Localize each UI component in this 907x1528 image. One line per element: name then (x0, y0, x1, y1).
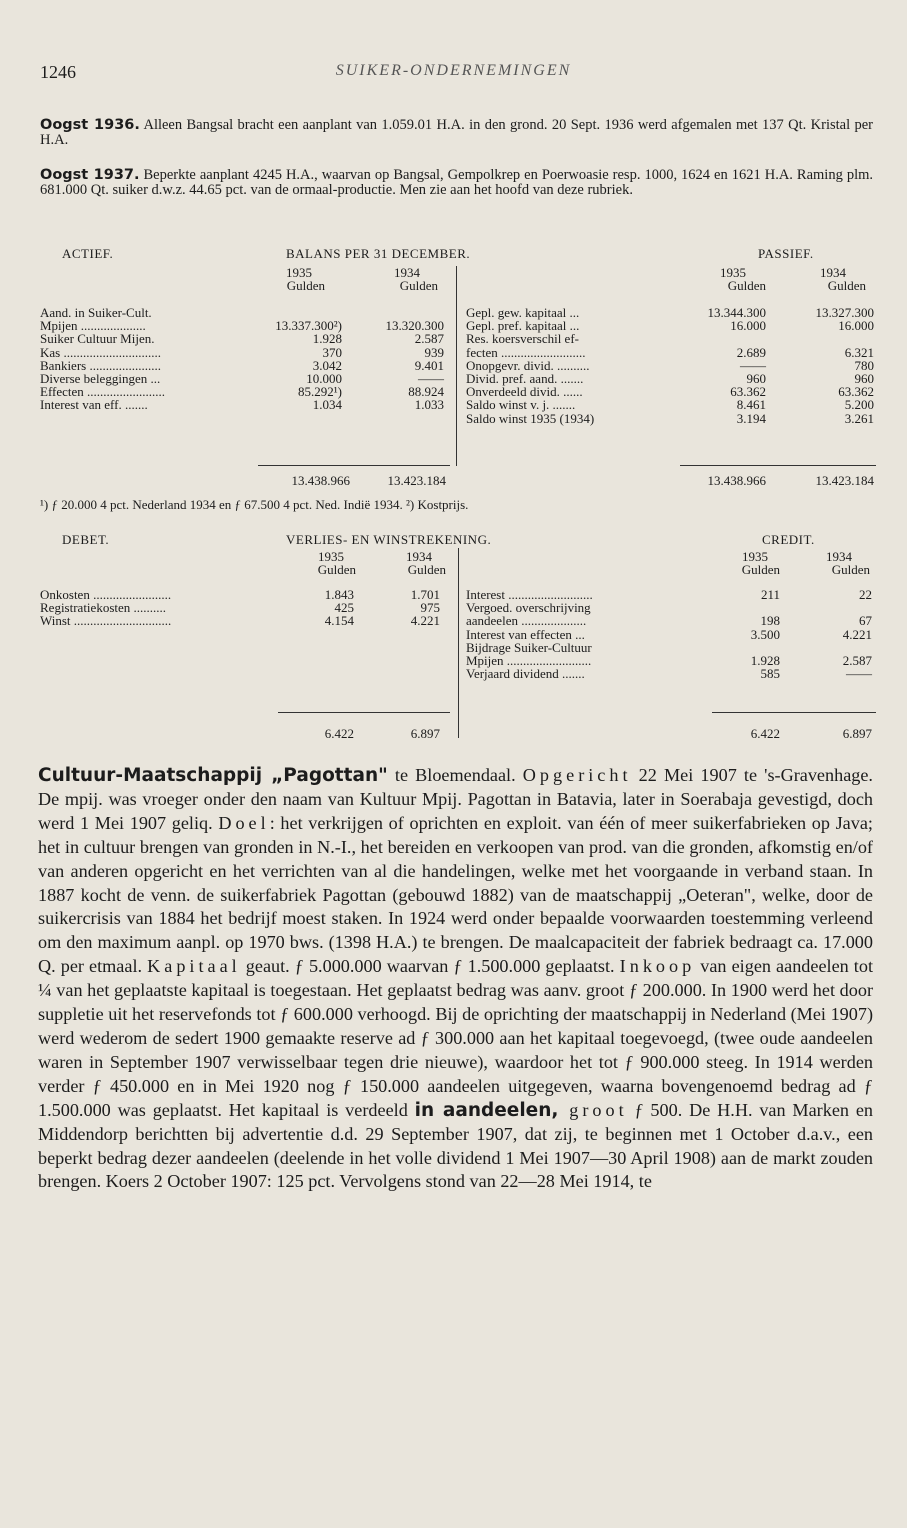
actief-row-label: Kas .............................. (40, 344, 161, 360)
credit-title: CREDIT. (762, 532, 815, 547)
passief-row (466, 359, 876, 372)
kapitaal-label: Kapitaal (147, 956, 241, 977)
actief-row-value-1935: 85.292¹) (298, 384, 342, 400)
credit-unit-1: Gulden (741, 562, 780, 578)
page-number: 1246 (40, 62, 76, 82)
actief-row (40, 398, 450, 411)
actief-row-value-1934: 1.033 (414, 397, 444, 413)
winst-divider (458, 548, 459, 738)
credit-row-label: Bijdrage Suiker-Cultuur (466, 639, 592, 655)
credit-total-1935: 6.422 (750, 726, 780, 741)
debet-title: DEBET. (62, 532, 110, 547)
passief-row-label: Gepl. pref. kapitaal ... (466, 318, 580, 334)
passief-row (466, 332, 876, 345)
actief-row-label: Diverse beleggingen ... (40, 370, 161, 386)
balans-divider (456, 266, 457, 466)
passief-row-value-1934: 3.261 (844, 410, 874, 426)
actief-row-value-1934: —— (418, 370, 444, 386)
page-header (40, 62, 867, 88)
actief-totals (40, 474, 450, 487)
actief-row-label: Mpijen .................... (40, 318, 146, 334)
passief-row (466, 412, 876, 425)
actief-row-value-1935: 13.337.300²) (275, 318, 342, 334)
credit-row (466, 641, 876, 654)
inkoop-label: Inkoop (619, 956, 696, 977)
passief-row-label: fecten .......................... (466, 344, 586, 360)
passief-row-label: Onverdeeld divid. ...... (466, 384, 583, 400)
actief-row-value-1934: 13.320.300 (385, 318, 444, 334)
credit-row-label: Vergoed. overschrijving (466, 600, 591, 616)
actief-row (40, 332, 450, 345)
debet-row-value-1934: 4.221 (410, 613, 440, 629)
credit-year-1935: 1935 (742, 549, 768, 564)
credit-row-value-1935: 198 (760, 613, 780, 629)
oogst-1936-label: Oogst 1936. (40, 117, 140, 133)
credit-totals (466, 727, 876, 740)
article-text-5: ƒ 500. De H.H. van Marken en Middendorp berichtten bij advertentie d.d. 29 September 1907, dat zij, te beginnen met 1 October d.a.v., een beperkt bedrag dezer aandeelen (deelende in het volle dividend 1 Mei 1907—30 April 1908) aan de markt zouden brengen. Koers 2 October 1907: 125 pct. Vervolgens stond van 22—28 Mei 1914, te (38, 1099, 873, 1192)
credit-row-label: Mpijen .......................... (466, 652, 592, 668)
credit-row-label: Interest .......................... (466, 587, 593, 602)
company-name: Cultuur-Maatschappij „Pagottan" (38, 765, 388, 786)
actief-row-value-1935: 370 (322, 344, 342, 360)
passief-row-value-1935: 3.194 (736, 410, 766, 426)
debet-row-value-1935: 1.843 (324, 587, 354, 602)
credit-row-value-1935: 1.928 (750, 652, 780, 668)
in-aandeelen-label: in aandeelen, (414, 1099, 559, 1121)
debet-row-value-1934: 1.701 (410, 587, 440, 602)
credit-row-value-1934: —— (846, 666, 872, 682)
actief-row-value-1935: 3.042 (312, 357, 342, 373)
oogst-1937-label: Oogst 1937. (40, 167, 140, 183)
credit-total-rule (712, 712, 876, 713)
oogst-1936-paragraph (40, 118, 873, 148)
passief-row (466, 346, 876, 359)
actief-row-label: Effecten ........................ (40, 384, 166, 400)
passief-total-1934: 13.423.184 (815, 473, 874, 488)
credit-row-value-1935: 3.500 (750, 626, 780, 642)
actief-column-headers (40, 266, 450, 292)
debet-total-1934: 6.897 (410, 726, 440, 741)
debet-year-1935: 1935 (318, 549, 344, 564)
passief-row-value-1935: —— (740, 357, 766, 373)
opgericht-label: Opgericht (522, 765, 632, 785)
passief-total-1935: 13.438.966 (707, 473, 766, 488)
debet-unit-1: Gulden (317, 562, 356, 578)
credit-table (466, 588, 876, 680)
passief-year-1935: 1935 (720, 265, 746, 280)
passief-row-label: Gepl. gew. kapitaal ... (466, 305, 580, 320)
article-text-1: 22 Mei 1907 te 's-Gravenhage. De mpij. was vroeger onder den naam van Kultuur Mpij. Pagottan in Batavia, later in Soerabaja gevestigd, doch werd 1 Mei 1907 geliq. (38, 765, 873, 833)
article-paragraph (38, 764, 873, 1194)
actief-row-label: Interest van eff. ....... (40, 397, 148, 413)
actief-table (40, 306, 450, 412)
debet-row-value-1935: 425 (334, 600, 354, 616)
credit-row-value-1935: 585 (760, 666, 780, 682)
article-text-4: van eigen aandeelen tot ¼ van het geplaatste kapitaal is toegestaan. Het geplaatst bedrag was aanv. groot ƒ 200.000. In 1900 werd het door suppletie uit het reservefonds tot ƒ 600.000 verhoogd. Bij de oprichting der maatschappij in Nederland (Mei 1907) werd wederom de sedert 1900 gemaakte reserve ad ƒ 300.000 aan het kapitaal toegevoegd, (twee oude aandeelen waren in September 1907 verwisselbaar tegen drie nieuwe), waardoor het tot ƒ 900.000 steeg. In 1914 werden verder ƒ 450.000 en in Mei 1920 nog ƒ 150.000 aandeelen uitgegeven, waarna bovengenoemd bedrag ad ƒ 1.500.000 was geplaatst. Het kapitaal is verdeeld (38, 956, 874, 1120)
credit-row-value-1934: 4.221 (842, 626, 872, 642)
credit-column-headers (466, 550, 876, 576)
company-article (38, 764, 873, 1194)
passief-table (466, 306, 876, 425)
actief-row (40, 346, 450, 359)
credit-row (466, 614, 876, 627)
actief-row-value-1934: 88.924 (408, 384, 444, 400)
actief-title: ACTIEF. (62, 246, 114, 261)
running-title: SUIKER-ONDERNEMINGEN (335, 62, 572, 79)
debet-totals (40, 727, 450, 740)
debet-year-1934: 1934 (406, 549, 432, 564)
passief-row-value-1934: 13.327.300 (815, 305, 874, 320)
balans-title: BALANS PER 31 DECEMBER. (286, 246, 471, 261)
actief-row-value-1935: 1.034 (312, 397, 342, 413)
passief-unit-1: Gulden (727, 278, 766, 294)
passief-row-value-1935: 2.689 (736, 344, 766, 360)
article-text-2: : het verkrijgen of oprichten en exploit. van één of meer suikerfabrieken op Java; het in cultuur brengen van gronden in N.-I., het bereiden en verkoopen van prod. van die gronden, afkomstig en/of van anderen opgericht en het verrichten van al die handelingen, welke met het voorgaande in verband staan. In 1887 kocht de venn. de suikerfabriek Pagottan (gebouwd 1882) van de maatschappij „Oeteran", welke, door de suikercrisis van 1884 het bedrijf moest staken. In 1924 werd onder bepaalde voorwaarden toestemming verleend om den maximum aanpl. op 1970 bws. (1398 H.A.) te brengen. De maalcapaciteit der fabriek bedraagt ca. 17.000 Q. per etmaal. (38, 812, 873, 977)
actief-year-1934: 1934 (394, 265, 420, 280)
oogst-1936-text: Alleen Bangsal bracht een aanplant van 1.059.01 H.A. in den grond. 20 Sept. 1936 werd afgemalen met 137 Qt. Kristal per H.A. (40, 117, 873, 148)
debet-unit-2: Gulden (407, 562, 446, 578)
debet-total-rule (278, 712, 450, 713)
oogst-1937-text: Beperkte aanplant 4245 H.A., waarvan op Bangsal, Gempolkrep en Poerwoasie resp. 1000, 1624 en 1621 H.A. Raming plm. 681.000 Qt. suiker d.w.z. 44.65 pct. van de ormaal-productie. Men zie aan het hoofd van deze rubriek. (40, 167, 873, 198)
article-text-3: geaut. ƒ 5.000.000 waarvan ƒ 1.500.000 geplaatst. (240, 956, 620, 977)
passief-row-value-1935: 16.000 (730, 318, 766, 334)
passief-unit-2: Gulden (827, 278, 866, 294)
passief-column-headers (466, 266, 876, 292)
credit-unit-2: Gulden (831, 562, 870, 578)
actief-year-1935: 1935 (286, 265, 312, 280)
passief-row-value-1934: 63.362 (838, 384, 874, 400)
passief-row-label: Saldo winst 1935 (1934) (466, 410, 595, 426)
oogst-1937-paragraph (40, 168, 873, 198)
credit-row (466, 667, 876, 680)
passief-row-label: Divid. pref. aand. ....... (466, 370, 584, 386)
actief-row-value-1935: 10.000 (306, 370, 342, 386)
article-intro: te Bloemendaal. (387, 765, 523, 785)
credit-row (466, 628, 876, 641)
passief-row-label: Saldo winst v. j. ....... (466, 397, 576, 413)
groot-label: groot (558, 1099, 628, 1120)
passief-title: PASSIEF. (758, 246, 814, 261)
passief-row-value-1934: 6.321 (844, 344, 874, 360)
passief-row-value-1934: 5.200 (844, 397, 874, 413)
passief-row-value-1935: 13.344.300 (707, 305, 766, 320)
winst-title: VERLIES- EN WINSTREKENING. (286, 532, 492, 547)
passief-row-value-1934: 16.000 (838, 318, 874, 334)
credit-row-value-1934: 67 (859, 613, 872, 629)
passief-row (466, 398, 876, 411)
credit-total-1934: 6.897 (842, 726, 872, 741)
actief-total-1935: 13.438.966 (291, 473, 350, 488)
credit-row-value-1934: 22 (859, 587, 872, 602)
actief-unit-1: Gulden (286, 278, 325, 294)
debet-total-1935: 6.422 (324, 726, 354, 741)
debet-row (40, 614, 450, 627)
passief-row-label: Onopgevr. divid. .......... (466, 357, 590, 373)
actief-unit-2: Gulden (399, 278, 438, 294)
debet-row-label: Registratiekosten .......... (40, 600, 167, 616)
passief-row-value-1934: 780 (854, 357, 874, 373)
debet-row-value-1934: 975 (420, 600, 440, 616)
debet-table (40, 588, 450, 628)
passief-row-value-1934: 960 (854, 370, 874, 386)
debet-row-label: Winst .............................. (40, 613, 172, 629)
doel-label: Doel (218, 812, 270, 833)
credit-row-value-1935: 211 (760, 587, 780, 602)
actief-row-value-1934: 2.587 (414, 331, 444, 347)
passief-year-1934: 1934 (820, 265, 846, 280)
actief-row-value-1935: 1.928 (312, 331, 342, 347)
credit-row-label: aandeelen .................... (466, 613, 587, 629)
passief-row-value-1935: 960 (746, 370, 766, 386)
actief-row-label: Aand. in Suiker-Cult. (40, 305, 152, 320)
actief-row-label: Suiker Cultuur Mijen. (40, 331, 155, 347)
passief-row-value-1935: 63.362 (730, 384, 766, 400)
actief-row-value-1934: 939 (424, 344, 444, 360)
actief-total-1934: 13.423.184 (387, 473, 446, 488)
debet-row-value-1935: 4.154 (324, 613, 354, 629)
passief-totals (466, 474, 876, 487)
actief-row (40, 359, 450, 372)
passief-row-label: Res. koersverschil ef- (466, 331, 579, 347)
credit-row-label: Interest van effecten ... (466, 626, 585, 642)
actief-row-value-1934: 9.401 (414, 357, 444, 373)
balans-footnote: ¹) ƒ 20.000 4 pct. Nederland 1934 en ƒ 67.500 4 pct. Ned. Indië 1934. ²) Kostprijs. (40, 497, 469, 512)
debet-row-label: Onkosten ........................ (40, 587, 172, 602)
passief-total-rule (680, 465, 876, 466)
credit-year-1934: 1934 (826, 549, 852, 564)
debet-column-headers (40, 550, 450, 576)
actief-total-rule (258, 465, 450, 466)
credit-row-label: Verjaard dividend ....... (466, 666, 585, 682)
actief-row-label: Bankiers ...................... (40, 357, 161, 373)
credit-row-value-1934: 2.587 (842, 652, 872, 668)
passief-row-value-1935: 8.461 (736, 397, 766, 413)
